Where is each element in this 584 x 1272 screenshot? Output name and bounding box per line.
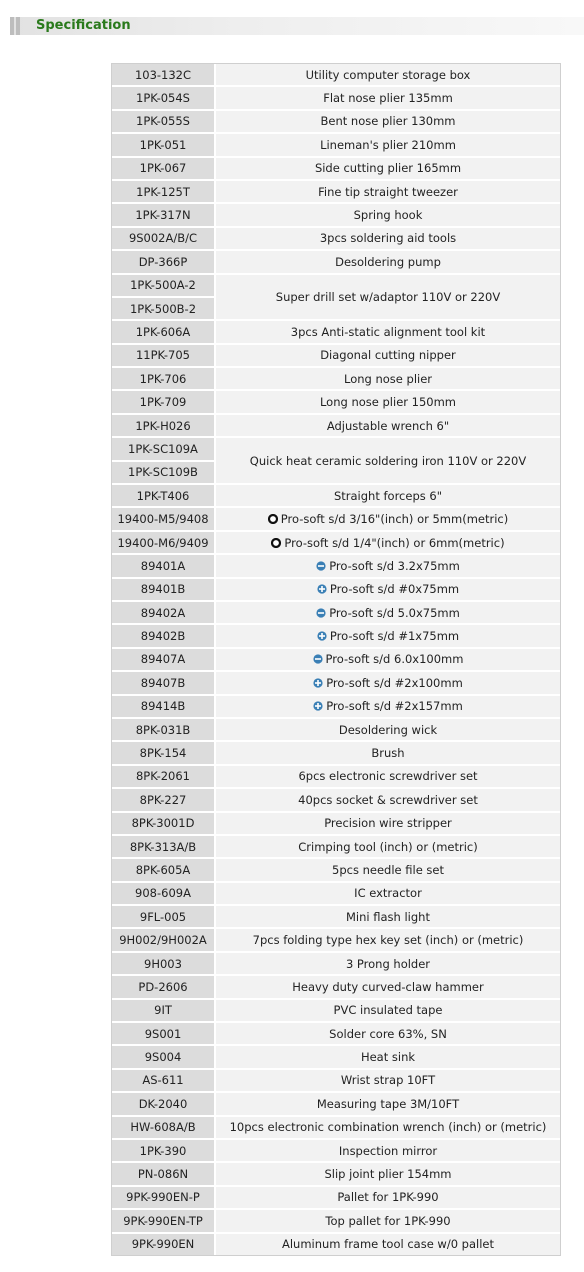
part-number-cell: 8PK-154 — [112, 742, 216, 765]
description-text: Pro-soft s/d 5.0x75mm — [329, 605, 460, 620]
table-row — [112, 906, 560, 929]
part-number-cell: 1PK-709 — [112, 391, 216, 414]
part-number-cell: 9H002/9H002A — [112, 929, 216, 952]
description-cell — [216, 649, 560, 672]
table-row — [112, 696, 560, 719]
description-text: Pro-soft s/d #2x100mm — [326, 675, 463, 690]
part-number-cell: 8PK-605A — [112, 859, 216, 882]
description-text: Pro-soft s/d #0x75mm — [329, 582, 460, 597]
table-row — [112, 345, 560, 368]
table-row — [112, 883, 560, 906]
table-row — [112, 953, 560, 976]
table-row — [112, 228, 560, 251]
description-cell — [216, 602, 560, 625]
description-text: Precision wire stripper — [324, 816, 452, 831]
description-cell — [216, 158, 560, 181]
description-text: Straight forceps 6" — [333, 488, 443, 503]
part-number-cell: 89401B — [112, 579, 216, 602]
description-cell — [216, 976, 560, 999]
table-row — [112, 929, 560, 952]
table-row — [112, 1046, 560, 1069]
description-text: Long nose plier 150mm — [319, 395, 457, 410]
table-row — [112, 789, 560, 812]
part-number-cell: 89402A — [112, 602, 216, 625]
description-text: Pro-soft s/d #1x75mm — [329, 629, 460, 644]
table-row — [112, 742, 560, 765]
description-text: Utility computer storage box — [305, 67, 471, 82]
description-cell — [216, 64, 560, 87]
table-row — [112, 1163, 560, 1186]
table-row — [112, 719, 560, 742]
table-row — [112, 64, 560, 87]
table-row — [112, 204, 560, 227]
part-number-cell: 9H003 — [112, 953, 216, 976]
description-cell — [216, 813, 560, 836]
table-row — [112, 134, 560, 157]
table-row — [112, 555, 560, 578]
section-title: Specification — [36, 18, 131, 33]
description-text: Slip joint plier 154mm — [324, 1167, 452, 1182]
description-text: Desoldering wick — [338, 722, 438, 737]
description-cell — [216, 555, 560, 578]
part-number-cell: 89401A — [112, 555, 216, 578]
description-cell — [216, 883, 560, 906]
description-cell — [216, 111, 560, 134]
description-cell — [216, 1046, 560, 1069]
part-number-cell: 9FL-005 — [112, 906, 216, 929]
description-cell — [216, 789, 560, 812]
part-number-cell: 19400-M5/9408 — [112, 508, 216, 531]
description-cell — [216, 532, 560, 555]
description-cell — [216, 275, 560, 322]
part-number-cell: 89402B — [112, 625, 216, 648]
description-text: Top pallet for 1PK-990 — [325, 1213, 451, 1228]
description-text: 10pcs electronic combination wrench (inch) or (metric) — [229, 1120, 547, 1135]
part-number-cell: 1PK-067 — [112, 158, 216, 181]
part-number-cell: DK-2040 — [112, 1093, 216, 1116]
description-cell — [216, 625, 560, 648]
description-text: Side cutting plier 165mm — [314, 161, 462, 176]
table-row — [112, 275, 560, 298]
description-text: Pro-soft s/d 1/4"(inch) or 6mm(metric) — [284, 535, 505, 550]
description-text: 6pcs electronic screwdriver set — [298, 769, 478, 784]
description-text: Pallet for 1PK-990 — [337, 1190, 439, 1205]
part-number-cell: 1PK-606A — [112, 321, 216, 344]
description-text: Pro-soft s/d #2x157mm — [326, 699, 463, 714]
part-number-cell: 9S001 — [112, 1023, 216, 1046]
table-row — [112, 438, 560, 461]
description-text: Solder core 63%, SN — [329, 1026, 447, 1041]
section-header — [10, 17, 584, 35]
part-number-cell: 1PK-T406 — [112, 485, 216, 508]
part-number-cell: 1PK-055S — [112, 111, 216, 134]
part-number-cell: 9PK-990EN — [112, 1234, 216, 1255]
phillips-tip-icon — [313, 677, 323, 687]
description-cell — [216, 485, 560, 508]
table-row — [112, 1000, 560, 1023]
description-cell — [216, 1187, 560, 1210]
part-number-cell: 908-609A — [112, 883, 216, 906]
table-row — [112, 1070, 560, 1093]
description-cell — [216, 906, 560, 929]
description-cell — [216, 368, 560, 391]
description-cell — [216, 204, 560, 227]
part-number-cell: 1PK-H026 — [112, 415, 216, 438]
description-cell — [216, 438, 560, 485]
part-number-cell: HW-608A/B — [112, 1117, 216, 1140]
slotted-tip-icon — [316, 560, 326, 570]
description-cell — [216, 1070, 560, 1093]
part-number-cell: 89407B — [112, 672, 216, 695]
table-row — [112, 579, 560, 602]
description-text: Adjustable wrench 6" — [326, 418, 450, 433]
description-cell — [216, 1210, 560, 1233]
description-text: Fine tip straight tweezer — [318, 184, 458, 199]
part-number-cell: 89407A — [112, 649, 216, 672]
slotted-tip-icon — [313, 653, 323, 663]
phillips-tip-icon — [313, 700, 323, 710]
description-text: Brush — [371, 746, 405, 761]
description-text: Measuring tape 3M/10FT — [316, 1096, 460, 1111]
table-row — [112, 532, 560, 555]
part-number-cell: 1PK-125T — [112, 181, 216, 204]
description-text: Wrist strap 10FT — [340, 1073, 436, 1088]
part-number-cell: 9PK-990EN-P — [112, 1187, 216, 1210]
part-number-cell: 8PK-031B — [112, 719, 216, 742]
part-number-cell: 1PK-054S — [112, 87, 216, 110]
part-number-cell: 1PK-500B-2 — [112, 298, 216, 321]
phillips-tip-icon — [317, 583, 327, 593]
part-number-cell: 1PK-500A-2 — [112, 275, 216, 298]
description-cell — [216, 1023, 560, 1046]
part-number-cell: 1PK-SC109B — [112, 462, 216, 485]
hex-tip-icon — [271, 537, 281, 547]
description-text: 3pcs soldering aid tools — [319, 231, 457, 246]
description-cell — [216, 742, 560, 765]
description-cell — [216, 345, 560, 368]
table-row — [112, 813, 560, 836]
part-number-cell: 9S002A/B/C — [112, 228, 216, 251]
description-text: Lineman's plier 210mm — [320, 137, 456, 152]
header-marker — [10, 17, 14, 35]
description-cell — [216, 1140, 560, 1163]
part-number-cell: AS-611 — [112, 1070, 216, 1093]
description-text: Long nose plier — [343, 371, 433, 386]
description-cell — [216, 929, 560, 952]
table-row — [112, 859, 560, 882]
description-cell — [216, 1000, 560, 1023]
part-number-cell: DP-366P — [112, 251, 216, 274]
description-text: Pro-soft s/d 6.0x100mm — [325, 652, 464, 667]
description-text: PVC insulated tape — [333, 1003, 443, 1018]
description-text: Inspection mirror — [338, 1143, 438, 1158]
part-number-cell: 1PK-706 — [112, 368, 216, 391]
header-marker — [16, 17, 20, 35]
table-row — [112, 181, 560, 204]
description-cell — [216, 391, 560, 414]
description-text: Heat sink — [360, 1050, 416, 1065]
description-text: 3 Prong holder — [345, 956, 431, 971]
description-cell — [216, 953, 560, 976]
description-cell — [216, 321, 560, 344]
description-text: Flat nose plier 135mm — [323, 91, 453, 106]
description-cell — [216, 251, 560, 274]
table-row — [112, 415, 560, 438]
description-cell — [216, 1093, 560, 1116]
part-number-cell: 9PK-990EN-TP — [112, 1210, 216, 1233]
part-number-cell: 8PK-227 — [112, 789, 216, 812]
description-text: Desoldering pump — [335, 254, 441, 269]
description-cell — [216, 859, 560, 882]
part-number-cell: 103-132C — [112, 64, 216, 87]
hex-tip-icon — [268, 513, 278, 523]
description-cell — [216, 415, 560, 438]
table-row — [112, 1234, 560, 1255]
part-number-cell: 1PK-SC109A — [112, 438, 216, 461]
part-number-cell: 9S004 — [112, 1046, 216, 1069]
table-row — [112, 251, 560, 274]
description-cell — [216, 508, 560, 531]
description-text: 5pcs needle file set — [332, 862, 444, 877]
part-number-cell: 89414B — [112, 696, 216, 719]
description-cell — [216, 1163, 560, 1186]
description-cell — [216, 672, 560, 695]
table-row — [112, 836, 560, 859]
table-row — [112, 111, 560, 134]
table-row — [112, 1093, 560, 1116]
description-cell — [216, 579, 560, 602]
part-number-cell: 8PK-2061 — [112, 766, 216, 789]
slotted-tip-icon — [316, 607, 326, 617]
description-cell — [216, 181, 560, 204]
part-number-cell: 11PK-705 — [112, 345, 216, 368]
description-text: 40pcs socket & screwdriver set — [298, 792, 478, 807]
description-cell — [216, 228, 560, 251]
part-number-cell: 1PK-390 — [112, 1140, 216, 1163]
description-cell — [216, 766, 560, 789]
description-text: Spring hook — [353, 208, 423, 223]
description-text: 3pcs Anti-static alignment tool kit — [290, 324, 486, 339]
part-number-cell: 1PK-051 — [112, 134, 216, 157]
table-row — [112, 485, 560, 508]
table-row — [112, 602, 560, 625]
table-row — [112, 321, 560, 344]
description-text: Aluminum frame tool case w/0 pallet — [281, 1237, 495, 1252]
table-row — [112, 508, 560, 531]
description-text: Pro-soft s/d 3.2x75mm — [329, 558, 460, 573]
table-row — [112, 87, 560, 110]
part-number-cell: 9IT — [112, 1000, 216, 1023]
description-text: Diagonal cutting nipper — [320, 348, 456, 363]
description-cell — [216, 696, 560, 719]
table-row — [112, 625, 560, 648]
table-row — [112, 1140, 560, 1163]
description-text: 7pcs folding type hex key set (inch) or (metric) — [252, 933, 524, 948]
specification-table — [111, 63, 561, 1256]
table-row — [112, 649, 560, 672]
table-row — [112, 1023, 560, 1046]
description-text: Bent nose plier 130mm — [320, 114, 456, 129]
phillips-tip-icon — [317, 630, 327, 640]
description-cell — [216, 87, 560, 110]
description-text: Quick heat ceramic soldering iron 110V or 220V — [249, 453, 527, 468]
table-row — [112, 1187, 560, 1210]
description-cell — [216, 134, 560, 157]
description-text: Pro-soft s/d 3/16"(inch) or 5mm(metric) — [280, 512, 509, 527]
table-row — [112, 368, 560, 391]
description-text: IC extractor — [354, 886, 422, 901]
description-cell — [216, 1234, 560, 1255]
table-row — [112, 1117, 560, 1140]
description-cell — [216, 719, 560, 742]
description-text: Crimping tool (inch) or (metric) — [298, 839, 478, 854]
description-cell — [216, 836, 560, 859]
part-number-cell: 19400-M6/9409 — [112, 532, 216, 555]
table-row — [112, 158, 560, 181]
part-number-cell: PN-086N — [112, 1163, 216, 1186]
part-number-cell: 1PK-317N — [112, 204, 216, 227]
part-number-cell: 8PK-3001D — [112, 813, 216, 836]
description-text: Super drill set w/adaptor 110V or 220V — [275, 289, 501, 304]
table-row — [112, 391, 560, 414]
part-number-cell: PD-2606 — [112, 976, 216, 999]
table-row — [112, 976, 560, 999]
description-text: Mini flash light — [346, 909, 430, 924]
description-text: Heavy duty curved-claw hammer — [292, 979, 484, 994]
table-row — [112, 672, 560, 695]
description-cell — [216, 1117, 560, 1140]
table-row — [112, 766, 560, 789]
part-number-cell: 8PK-313A/B — [112, 836, 216, 859]
table-row — [112, 1210, 560, 1233]
